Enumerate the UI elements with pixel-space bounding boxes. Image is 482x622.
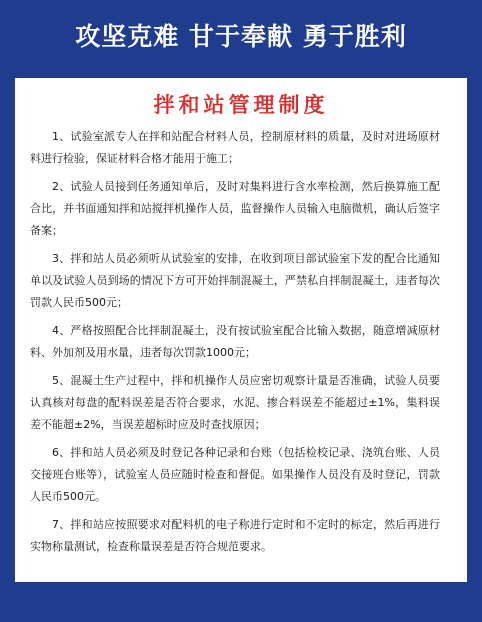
footer-band [0, 582, 482, 622]
rule-item-5: 5、混凝土生产过程中，拌和机操作人员应密切观察计量是否准确，试验人员要认真核对每盘的配料误差是否符合要求，水泥、掺合料误差不能超过±1%，集料误差不能超±2%，当误差超标时应及时查找原因； [30, 374, 440, 431]
rule-item-1: 1、试验室派专人在拌和站配合材料人员，控制原材料的质量，及时对进场原材料进行检验，保证材料合格才能用于施工； [30, 130, 440, 165]
rule-item-7: 7、拌和站应按照要求对配料机的电子称进行定时和不定时的标定，然后再进行实物称量测试，检查称量误差是否符合规范要求。 [30, 518, 440, 553]
rule-item-2: 2、试验人员接到任务通知单后，及时对集料进行含水率检测，然后换算施工配合比，并书面通知拌和站搅拌机操作人员，监督操作人员输入电脑微机，确认后签字备案； [30, 180, 440, 237]
right-border-rail [467, 78, 482, 582]
rule-item-3: 3、拌和站人员必须听从试验室的安排，在收到项目部试验室下发的配合比通知单以及试验人员到场的情况下方可开始拌制混凝土，严禁私自拌制混凝土，违者每次罚款人民币500元； [30, 252, 440, 309]
rules-list [30, 126, 440, 564]
rule-item-4: 4、严格按照配合比拌制混凝土，没有按试验室配合比输入数据，随意增减原材料、外加剂及用水量，违者每次罚款1000元； [30, 324, 440, 359]
document-title: 拌和站管理制度 [153, 93, 329, 117]
header-slogan: 攻坚克难 甘于奉献 勇于胜利 [75, 22, 407, 51]
rule-item-6: 6、拌和站人员必须及时登记各种记录和台账（包括检校记录、浇筑台账、人员交接班台账等），试验室人员应随时检查和督促。如果操作人员没有及时登记，罚款人民币500元。 [30, 446, 440, 503]
left-border-rail [0, 78, 15, 582]
